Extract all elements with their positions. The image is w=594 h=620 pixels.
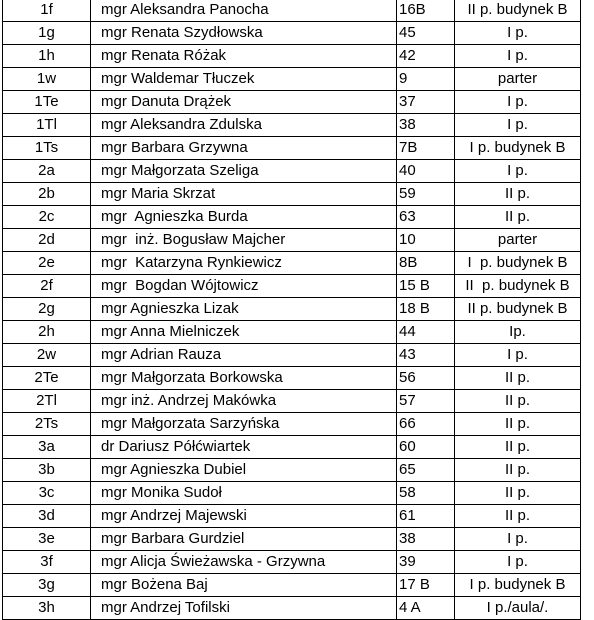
class-cell: 3b [3, 459, 91, 482]
class-room-table [2, 0, 581, 620]
class-room-table-sheet [2, 0, 580, 620]
floor-cell: II p. [455, 367, 581, 390]
floor-cell: II p. budynek B [455, 0, 581, 22]
teacher-cell: mgr Andrzej Tofilski [91, 597, 397, 620]
floor-cell: II p. [455, 505, 581, 528]
class-cell: 2f [3, 275, 91, 298]
table-row [3, 367, 581, 390]
teacher-cell: mgr Małgorzata Szeliga [91, 160, 397, 183]
table-row [3, 0, 581, 22]
room-cell: 63 [397, 206, 455, 229]
table-row [3, 160, 581, 183]
table-row [3, 528, 581, 551]
teacher-cell: mgr Aleksandra Zdulska [91, 114, 397, 137]
table-row [3, 344, 581, 367]
floor-cell: II p. budynek B [455, 275, 581, 298]
room-cell: 58 [397, 482, 455, 505]
room-cell: 42 [397, 45, 455, 68]
class-cell: 2h [3, 321, 91, 344]
table-row [3, 505, 581, 528]
teacher-cell: mgr Agnieszka Burda [91, 206, 397, 229]
floor-cell: I p. [455, 528, 581, 551]
room-cell: 37 [397, 91, 455, 114]
room-cell: 7B [397, 137, 455, 160]
table-row [3, 183, 581, 206]
room-cell: 65 [397, 459, 455, 482]
room-cell: 10 [397, 229, 455, 252]
table-row [3, 206, 581, 229]
teacher-cell: mgr Bogdan Wójtowicz [91, 275, 397, 298]
room-cell: 45 [397, 22, 455, 45]
class-cell: 3d [3, 505, 91, 528]
table-row [3, 436, 581, 459]
teacher-cell: mgr Adrian Rauza [91, 344, 397, 367]
teacher-cell: mgr Anna Mielniczek [91, 321, 397, 344]
room-cell: 18 B [397, 298, 455, 321]
teacher-cell: mgr inż. Andrzej Makówka [91, 390, 397, 413]
class-cell: 1Ts [3, 137, 91, 160]
floor-cell: II p. [455, 482, 581, 505]
floor-cell: parter [455, 229, 581, 252]
class-cell: 3f [3, 551, 91, 574]
table-row [3, 482, 581, 505]
class-cell: 2g [3, 298, 91, 321]
class-cell: 3h [3, 597, 91, 620]
teacher-cell: mgr Barbara Gurdziel [91, 528, 397, 551]
class-cell: 2e [3, 252, 91, 275]
class-cell: 2w [3, 344, 91, 367]
class-cell: 2Ts [3, 413, 91, 436]
class-cell: 2Tl [3, 390, 91, 413]
table-row [3, 413, 581, 436]
room-cell: 38 [397, 114, 455, 137]
room-cell: 43 [397, 344, 455, 367]
floor-cell: I p. [455, 45, 581, 68]
teacher-cell: mgr Małgorzata Borkowska [91, 367, 397, 390]
teacher-cell: mgr Waldemar Tłuczek [91, 68, 397, 91]
teacher-cell: mgr Andrzej Majewski [91, 505, 397, 528]
table-row [3, 390, 581, 413]
table-body [3, 0, 581, 620]
room-cell: 57 [397, 390, 455, 413]
room-cell: 61 [397, 505, 455, 528]
floor-cell: I p. [455, 91, 581, 114]
room-cell: 66 [397, 413, 455, 436]
floor-cell: I p. budynek B [455, 574, 581, 597]
class-cell: 1Tl [3, 114, 91, 137]
class-cell: 1f [3, 0, 91, 22]
table-row [3, 321, 581, 344]
table-row [3, 68, 581, 91]
floor-cell: I p./aula/. [455, 597, 581, 620]
floor-cell: I p. budynek B [455, 252, 581, 275]
class-cell: 1h [3, 45, 91, 68]
room-cell: 56 [397, 367, 455, 390]
teacher-cell: mgr Bożena Baj [91, 574, 397, 597]
floor-cell: II p. [455, 206, 581, 229]
room-cell: 39 [397, 551, 455, 574]
class-cell: 2a [3, 160, 91, 183]
room-cell: 40 [397, 160, 455, 183]
floor-cell: II p. [455, 436, 581, 459]
class-cell: 2d [3, 229, 91, 252]
table-row [3, 45, 581, 68]
class-cell: 3e [3, 528, 91, 551]
class-cell: 3a [3, 436, 91, 459]
teacher-cell: mgr Maria Skrzat [91, 183, 397, 206]
room-cell: 44 [397, 321, 455, 344]
class-cell: 2Te [3, 367, 91, 390]
teacher-cell: mgr Katarzyna Rynkiewicz [91, 252, 397, 275]
floor-cell: Ip. [455, 321, 581, 344]
room-cell: 59 [397, 183, 455, 206]
teacher-cell: dr Dariusz Półćwiartek [91, 436, 397, 459]
table-row [3, 459, 581, 482]
floor-cell: II p. budynek B [455, 298, 581, 321]
floor-cell: II p. [455, 183, 581, 206]
room-cell: 8B [397, 252, 455, 275]
table-row [3, 137, 581, 160]
table-row [3, 91, 581, 114]
teacher-cell: mgr Monika Sudoł [91, 482, 397, 505]
floor-cell: I p. [455, 160, 581, 183]
teacher-cell: mgr Alicja Świeżawska - Grzywna [91, 551, 397, 574]
table-row [3, 597, 581, 620]
teacher-cell: mgr Agnieszka Dubiel [91, 459, 397, 482]
teacher-cell: mgr Aleksandra Panocha [91, 0, 397, 22]
class-cell: 2c [3, 206, 91, 229]
teacher-cell: mgr Renata Szydłowska [91, 22, 397, 45]
class-cell: 1g [3, 22, 91, 45]
class-cell: 1w [3, 68, 91, 91]
class-cell: 3g [3, 574, 91, 597]
floor-cell: I p. [455, 551, 581, 574]
room-cell: 17 B [397, 574, 455, 597]
class-cell: 2b [3, 183, 91, 206]
room-cell: 38 [397, 528, 455, 551]
floor-cell: II p. [455, 390, 581, 413]
table-row [3, 275, 581, 298]
teacher-cell: mgr Agnieszka Lizak [91, 298, 397, 321]
room-cell: 60 [397, 436, 455, 459]
teacher-cell: mgr Barbara Grzywna [91, 137, 397, 160]
floor-cell: I p. [455, 114, 581, 137]
floor-cell: I p. [455, 344, 581, 367]
teacher-cell: mgr inż. Bogusław Majcher [91, 229, 397, 252]
table-row [3, 574, 581, 597]
floor-cell: parter [455, 68, 581, 91]
table-row [3, 229, 581, 252]
floor-cell: II p. [455, 413, 581, 436]
class-cell: 3c [3, 482, 91, 505]
table-row [3, 252, 581, 275]
room-cell: 9 [397, 68, 455, 91]
class-cell: 1Te [3, 91, 91, 114]
table-row [3, 551, 581, 574]
teacher-cell: mgr Małgorzata Sarzyńska [91, 413, 397, 436]
room-cell: 16B [397, 0, 455, 22]
table-row [3, 114, 581, 137]
teacher-cell: mgr Danuta Drążek [91, 91, 397, 114]
room-cell: 15 B [397, 275, 455, 298]
floor-cell: I p. budynek B [455, 137, 581, 160]
room-cell: 4 A [397, 597, 455, 620]
table-row [3, 298, 581, 321]
table-row [3, 22, 581, 45]
floor-cell: II p. [455, 459, 581, 482]
floor-cell: I p. [455, 22, 581, 45]
teacher-cell: mgr Renata Różak [91, 45, 397, 68]
